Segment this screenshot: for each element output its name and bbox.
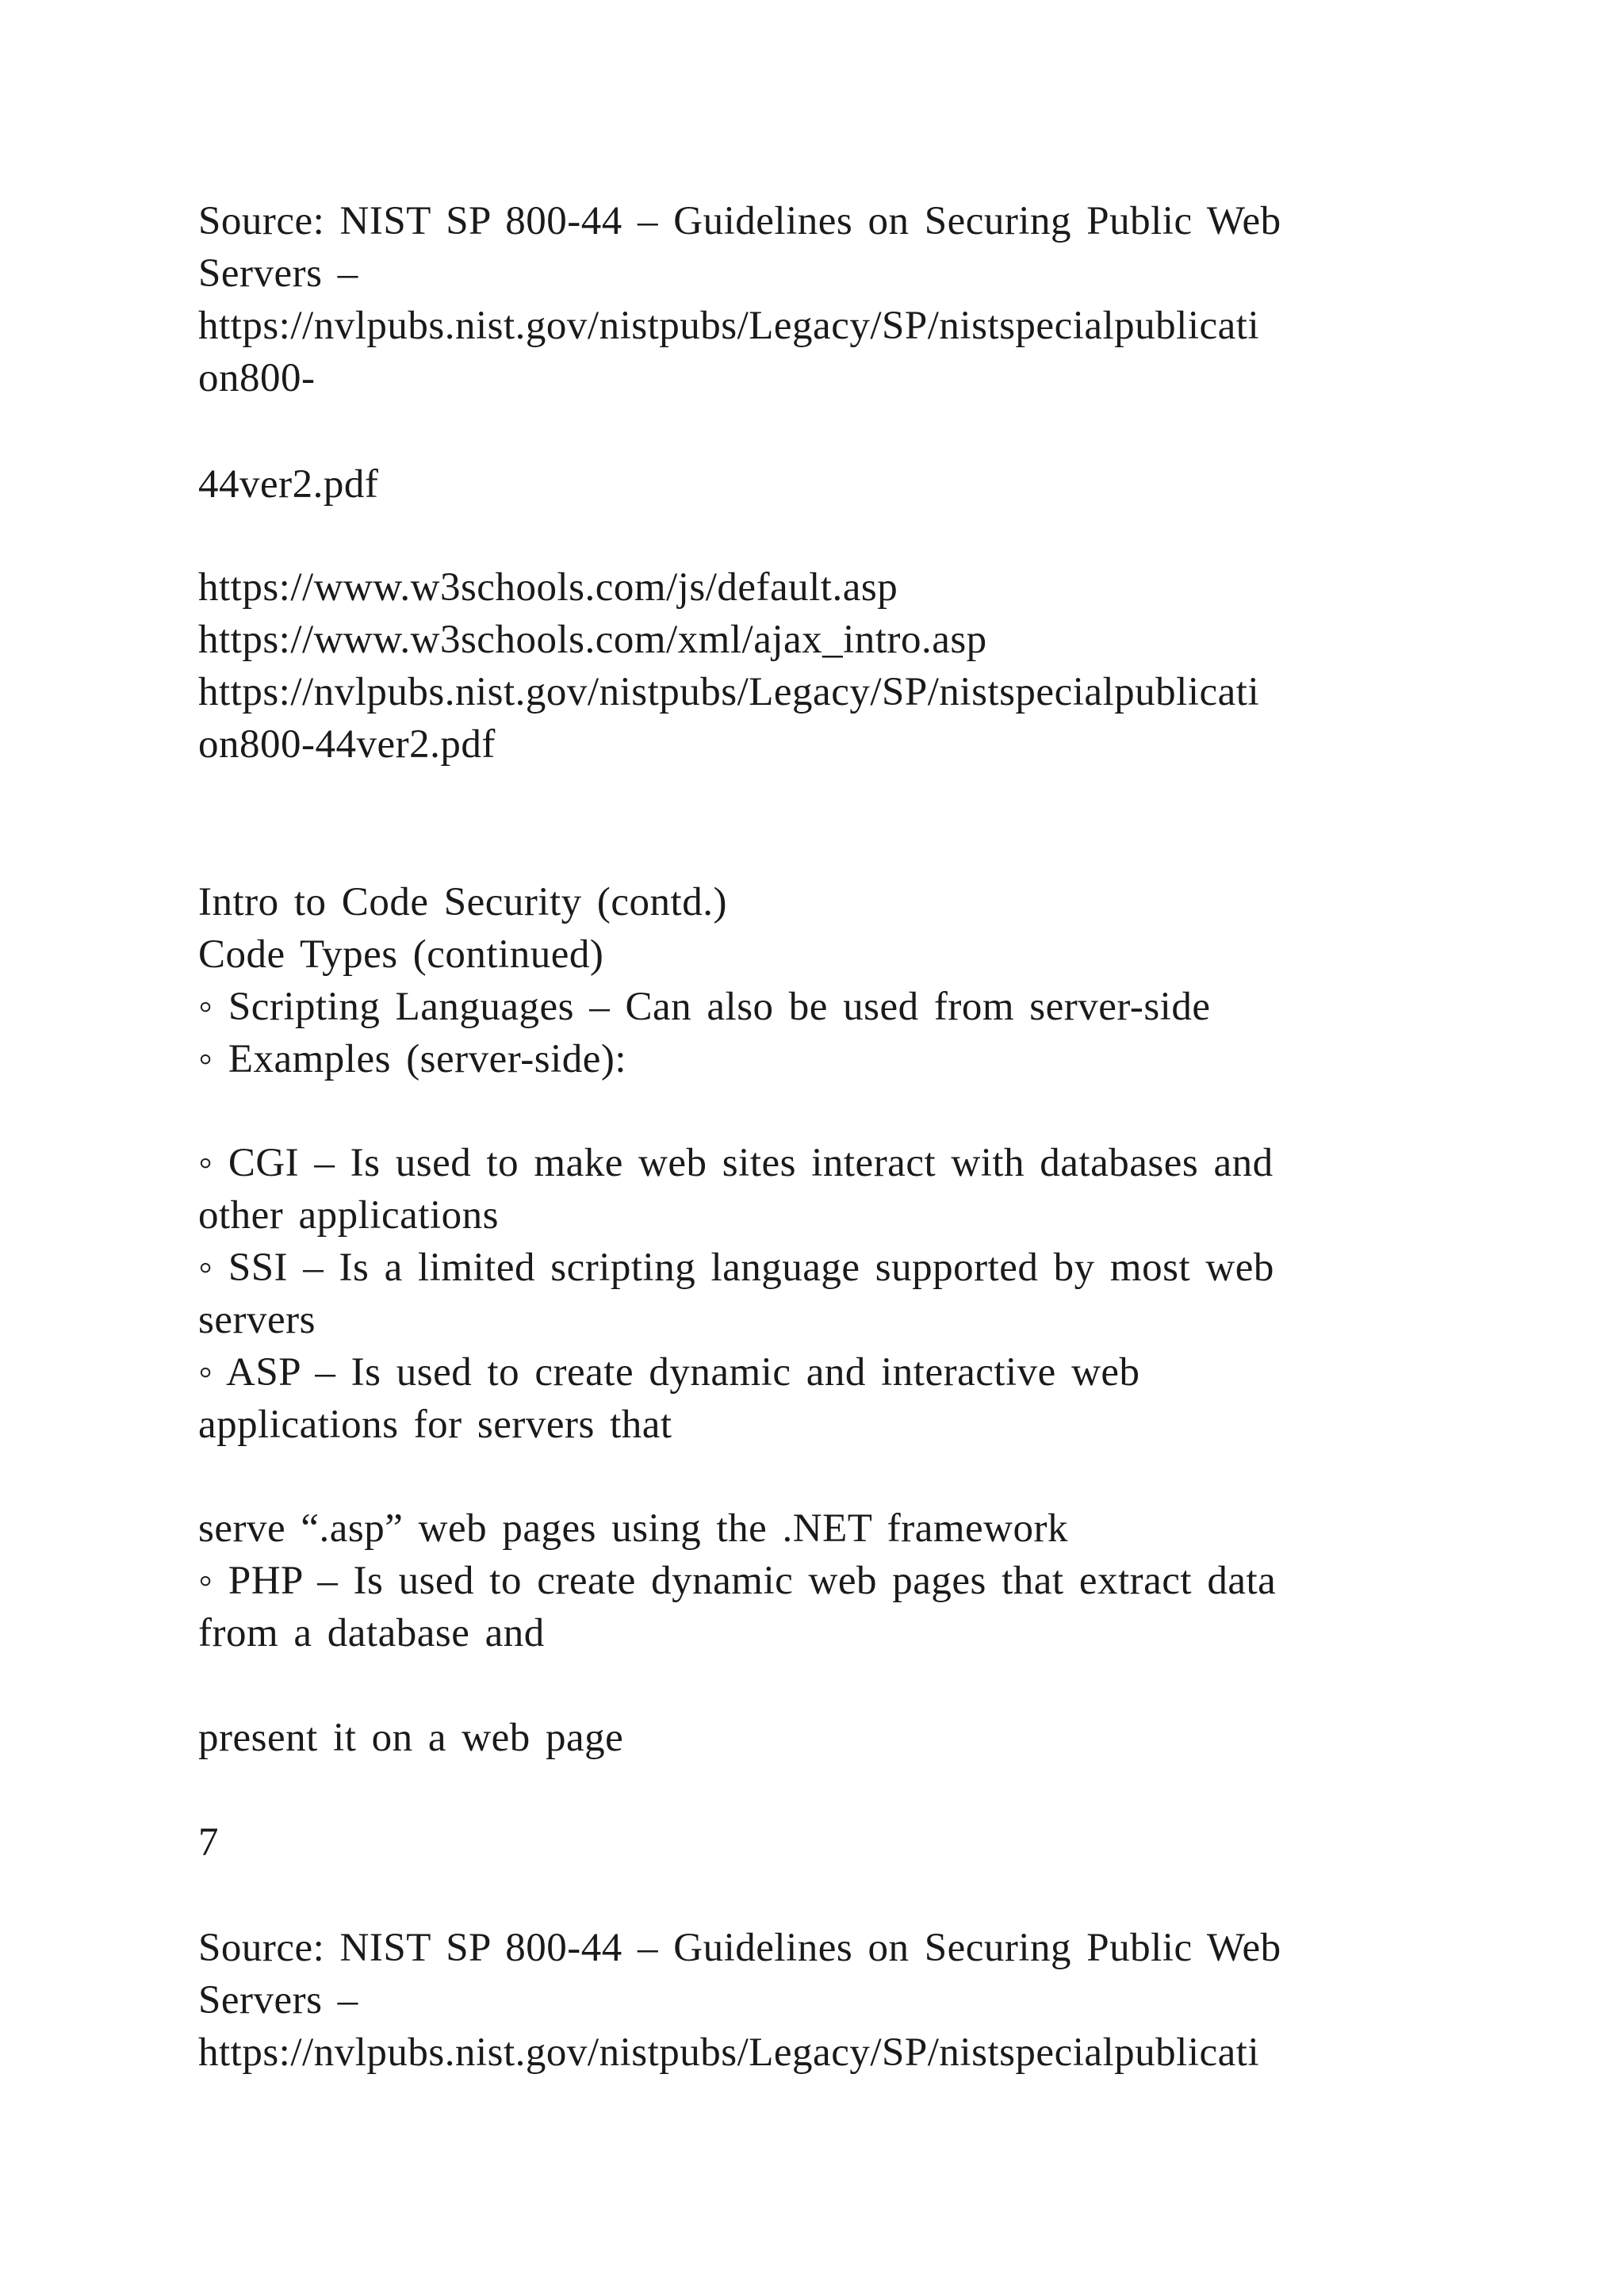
bullet-item-continuation: applications for servers that [198, 1402, 672, 1447]
bullet-item: ◦ ASP – Is used to create dynamic and interactive web [198, 1350, 1140, 1395]
source-citation-line: Source: NIST SP 800-44 – Guidelines on Securing Public Web [198, 1926, 1281, 1970]
reference-link: https://www.w3schools.com/xml/ajax_intro.asp [198, 618, 987, 662]
bullet-item: ◦ Examples (server-side): [198, 1037, 627, 1081]
slide-title: Intro to Code Security (contd.) [198, 880, 727, 924]
bullet-item-continuation: other applications [198, 1193, 499, 1238]
bullet-item-continuation: from a database and [198, 1611, 545, 1655]
bullet-item-continuation: servers [198, 1298, 316, 1342]
bullet-item: ◦ SSI – Is a limited scripting language supported by most web [198, 1246, 1274, 1290]
reference-link: https://nvlpubs.nist.gov/nistpubs/Legacy/SP/nistspecialpublicati [198, 670, 1260, 714]
page-number: 7 [198, 1820, 219, 1865]
bullet-item: ◦ CGI – Is used to make web sites interact with databases and [198, 1141, 1274, 1185]
bullet-item-continuation: present it on a web page [198, 1716, 624, 1760]
reference-link: https://www.w3schools.com/js/default.asp [198, 565, 898, 610]
reference-link: on800-44ver2.pdf [198, 722, 496, 767]
bullet-item-continuation: serve “.asp” web pages using the .NET framework [198, 1506, 1068, 1551]
source-citation-line: Servers – [198, 1978, 358, 2022]
source-citation-line: Servers – [198, 251, 358, 296]
bullet-item: ◦ PHP – Is used to create dynamic web pages that extract data [198, 1559, 1277, 1603]
bullet-item: ◦ Scripting Languages – Can also be used from server-side [198, 985, 1211, 1029]
slide-subtitle: Code Types (continued) [198, 932, 604, 977]
source-citation-line: Source: NIST SP 800-44 – Guidelines on Securing Public Web [198, 199, 1281, 243]
url-text: 44ver2.pdf [198, 462, 379, 507]
url-text: https://nvlpubs.nist.gov/nistpubs/Legacy/SP/nistspecialpublicati [198, 304, 1260, 348]
url-text: https://nvlpubs.nist.gov/nistpubs/Legacy/SP/nistspecialpublicati [198, 2030, 1260, 2075]
url-text: on800- [198, 356, 316, 400]
